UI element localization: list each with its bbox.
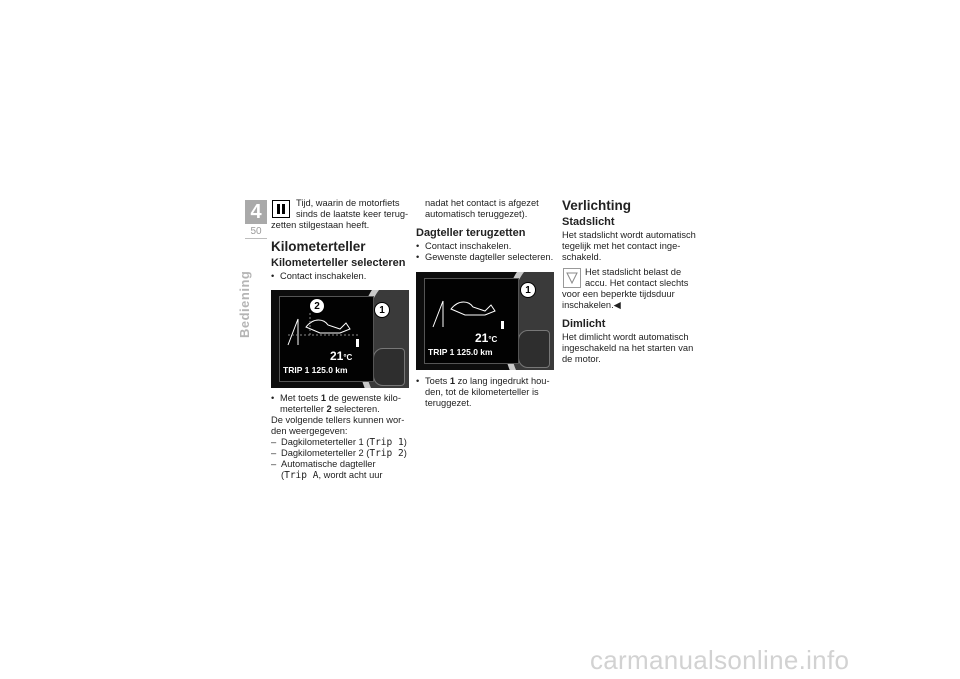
text: de gewenste kilo-: [326, 393, 401, 403]
text: meterteller: [280, 404, 327, 414]
paragraph-line: de motor.: [562, 354, 601, 364]
paragraph-line: De volgende tellers kunnen wor-: [271, 415, 405, 425]
trip-readout: TRIP 1 125.0 km: [283, 365, 348, 375]
paragraph-line: ingeschakeld na het starten van: [562, 343, 694, 353]
list-item: [271, 393, 409, 415]
page-number: 50: [250, 226, 262, 237]
text: Automatische dagteller: [281, 459, 376, 469]
subsection-title: Kilometerteller selecteren: [271, 257, 406, 269]
callout-2: 2: [309, 298, 325, 314]
paragraph-line: tegelijk met het contact inge-: [562, 241, 681, 251]
column-3: [562, 198, 702, 365]
continued-line: nadat het contact is afgezet: [425, 198, 539, 208]
subsection-title-dimlicht: Dimlicht: [562, 318, 606, 330]
display-code: Trip 1: [369, 437, 404, 448]
temperature-unit: °C: [343, 353, 353, 362]
column-1-lower: [271, 393, 409, 481]
text: Met toets: [280, 393, 321, 403]
paragraph-line: Het stadslicht wordt automatisch: [562, 230, 696, 240]
text: ): [403, 437, 407, 447]
watermark: carmanualsonline.info: [590, 645, 850, 675]
paragraph-line: den weergegeven:: [271, 426, 348, 436]
column-1: [271, 198, 409, 282]
list-item: • Contact inschakelen.: [271, 271, 409, 282]
dash-item: [271, 448, 409, 459]
chapter-tab: [245, 200, 267, 224]
subsection-title-stadslicht: Stadslicht: [562, 216, 615, 228]
text: zo lang ingedrukt hou-: [454, 376, 550, 386]
info-triangle-icon: [563, 268, 581, 288]
paragraph-line: schakeld.: [562, 252, 602, 262]
text: ): [403, 448, 407, 458]
text: den, tot de kilometerteller is: [425, 387, 539, 397]
dashboard-figure-1: [271, 290, 409, 388]
text: teruggezet.: [425, 398, 472, 408]
list-item: [416, 376, 556, 409]
side-chapter-label: Bediening: [237, 270, 252, 338]
display-code: Trip 2: [369, 448, 404, 459]
column-2: [416, 198, 556, 263]
text: Toets: [425, 376, 450, 386]
text: (: [281, 470, 285, 480]
dashboard-button: [518, 330, 550, 368]
info-line: voor een beperkte tijdsduur: [562, 289, 675, 299]
temperature-value: 21: [330, 349, 344, 363]
reference-number: 1: [449, 376, 455, 386]
info-line: accu. Het contact slechts: [585, 278, 689, 288]
temperature-value: 21: [475, 331, 489, 345]
text: Dagkilometerteller 1 (: [281, 437, 370, 447]
reference-number: 1: [320, 393, 326, 403]
dashboard-figure-2: [416, 272, 554, 370]
list-item: • Gewenste dagteller selecteren.: [416, 252, 556, 263]
dashboard-button: [373, 348, 405, 386]
section-title-verlichting: Verlichting: [562, 198, 632, 213]
note-line: sinds de laatste keer terug-: [296, 209, 409, 219]
text: selecteren.: [331, 404, 380, 414]
subsection-title: Dagteller terugzetten: [416, 227, 526, 239]
text: Dagkilometerteller 2 (: [281, 448, 370, 458]
note-line: Tijd, waarin de motorfiets: [296, 198, 400, 208]
note-line: zetten stilgestaan heeft.: [271, 220, 370, 230]
display-screen: [424, 278, 519, 364]
note-block: [271, 198, 409, 231]
info-line: Het stadslicht belast de: [585, 267, 682, 277]
dash-item: [271, 437, 409, 448]
reference-number: 2: [326, 404, 332, 414]
info-line: inschakelen.◀: [562, 300, 621, 310]
column-2-lower: [416, 376, 556, 409]
chapter-number: 4: [250, 201, 262, 223]
callout-1: 1: [374, 302, 390, 318]
temperature-readout: [475, 331, 497, 345]
temperature-unit: °C: [488, 335, 498, 344]
list-item: • Contact inschakelen.: [416, 241, 556, 252]
display-screen: [279, 296, 374, 382]
text: , wordt acht uur: [318, 470, 383, 480]
pause-note-icon: [272, 200, 290, 218]
info-block: [562, 267, 702, 311]
section-title-kilometerteller: Kilometerteller: [271, 239, 366, 254]
callout-1: 1: [520, 282, 536, 298]
chapter-divider: [245, 238, 267, 239]
dash-item: [271, 459, 409, 481]
continued-line: automatisch teruggezet).: [425, 209, 528, 219]
trip-readout: TRIP 1 125.0 km: [428, 347, 493, 357]
temperature-readout: [330, 349, 352, 363]
display-code: Trip A: [284, 470, 319, 481]
paragraph-line: Het dimlicht wordt automatisch: [562, 332, 689, 342]
